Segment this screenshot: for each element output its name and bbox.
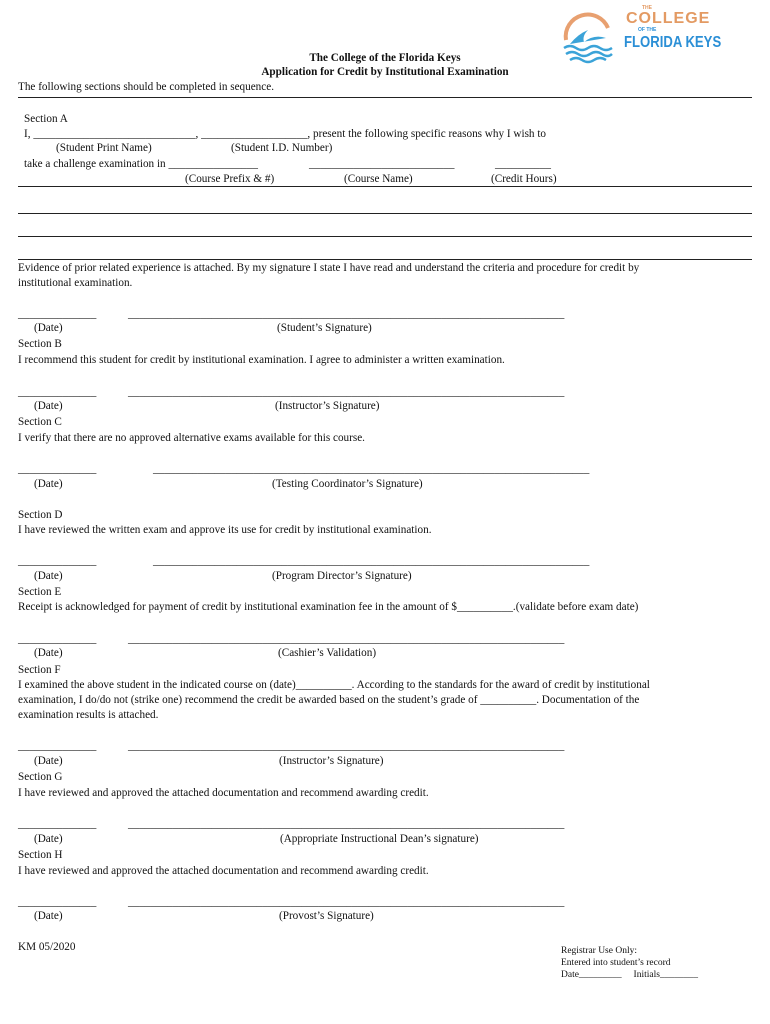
label-course-name: (Course Name): [344, 173, 413, 185]
section-h-signature-line[interactable]: ______________________________________________________________________________: [128, 896, 565, 908]
section-g-text: I have reviewed and approved the attached documentation and recommend awarding credit.: [18, 787, 429, 799]
reason-line-1[interactable]: [18, 186, 752, 187]
registrar-entered: Entered into student’s record: [561, 958, 671, 968]
section-d-signature-label: (Program Director’s Signature): [272, 570, 412, 582]
reason-line-4[interactable]: [18, 259, 752, 260]
section-a-signature-label: (Student’s Signature): [277, 322, 372, 334]
section-g-date-label: (Date): [34, 833, 63, 845]
section-h-heading: Section H: [18, 849, 63, 861]
section-a-date-line[interactable]: ______________: [18, 308, 97, 320]
section-c-text: I verify that there are no approved alternative exams available for this course.: [18, 432, 365, 444]
label-student-print-name: (Student Print Name): [56, 142, 152, 154]
section-e-signature-line[interactable]: ______________________________________________________________________________: [128, 633, 565, 645]
section-f-text-3: examination results is attached.: [18, 709, 159, 721]
section-f-text-1[interactable]: I examined the above student in the indicated course on (date)__________. According to the standards for the award of credit by institutional: [18, 679, 650, 691]
section-g-date-line[interactable]: ______________: [18, 818, 97, 830]
section-h-date-line[interactable]: ______________: [18, 896, 97, 908]
section-a-line2-course[interactable]: __________________________: [309, 158, 455, 170]
section-c-date-line[interactable]: ______________: [18, 463, 97, 475]
evidence-text: Evidence of prior related experience is attached. By my signature I state I have read and understand the criteria and procedure for credit by: [18, 262, 640, 274]
section-b-date-label: (Date): [34, 400, 63, 412]
section-d-signature-line[interactable]: ______________________________________________________________________________: [153, 555, 590, 567]
divider: [18, 97, 752, 98]
section-f-signature-label: (Instructor’s Signature): [279, 755, 384, 767]
section-c-signature-line[interactable]: ______________________________________________________________________________: [153, 463, 590, 475]
logo-line-the: THE: [642, 5, 652, 11]
label-course-prefix: (Course Prefix & #): [185, 173, 275, 185]
section-g-heading: Section G: [18, 771, 63, 783]
section-e-date-label: (Date): [34, 647, 63, 659]
logo-line-of-the: OF THE: [638, 27, 657, 33]
intro-text: The following sections should be completed in sequence.: [18, 81, 275, 93]
section-e-text[interactable]: Receipt is acknowledged for payment of credit by institutional examination fee in the amount of $__________.(validate before exam date): [18, 601, 639, 613]
section-e-date-line[interactable]: ______________: [18, 633, 97, 645]
section-c-signature-label: (Testing Coordinator’s Signature): [272, 478, 423, 490]
section-a-heading: Section A: [24, 113, 68, 125]
section-d-heading: Section D: [18, 509, 63, 521]
form-version: KM 05/2020: [18, 941, 76, 953]
section-a-line2-hours[interactable]: __________: [495, 158, 551, 170]
section-h-text: I have reviewed and approved the attached documentation and recommend awarding credit.: [18, 865, 429, 877]
section-h-signature-label: (Provost’s Signature): [279, 910, 374, 922]
section-a-line1[interactable]: I, _____________________________, ___________________, present the following specific reasons why I wish to: [24, 128, 547, 140]
section-b-text: I recommend this student for credit by institutional examination. I agree to administer a written examination.: [18, 354, 505, 366]
registrar-use-only: Registrar Use Only:: [561, 946, 637, 956]
section-b-date-line[interactable]: ______________: [18, 386, 97, 398]
section-f-text-2[interactable]: examination, I do/do not (strike one) recommend the credit be awarded based on the student’s grade of __________. Documentation of the: [18, 694, 640, 706]
section-b-heading: Section B: [18, 338, 62, 350]
reason-line-3[interactable]: [18, 236, 752, 237]
reason-line-2[interactable]: [18, 213, 752, 214]
section-f-signature-line[interactable]: ______________________________________________________________________________: [128, 740, 565, 752]
section-d-date-label: (Date): [34, 570, 63, 582]
section-f-date-line[interactable]: ______________: [18, 740, 97, 752]
section-h-date-label: (Date): [34, 910, 63, 922]
form-title: The College of the Florida Keys: [309, 52, 461, 64]
section-e-heading: Section E: [18, 586, 62, 598]
section-f-heading: Section F: [18, 664, 61, 676]
logo-line-florida-keys: FLORIDA KEYS: [624, 34, 722, 51]
section-f-date-label: (Date): [34, 755, 63, 767]
form-subtitle: Application for Credit by Institutional Examination: [261, 66, 509, 78]
section-b-signature-label: (Instructor’s Signature): [275, 400, 380, 412]
section-g-signature-label: (Appropriate Instructional Dean’s signature): [280, 833, 479, 845]
logo-line-college: COLLEGE: [626, 10, 711, 27]
section-e-signature-label: (Cashier’s Validation): [278, 647, 377, 659]
section-d-date-line[interactable]: ______________: [18, 555, 97, 567]
section-a-line2-prefix[interactable]: take a challenge examination in ________________: [24, 158, 258, 170]
evidence-text-2: institutional examination.: [18, 277, 133, 289]
registrar-date-initials[interactable]: Date_________ Initials________: [561, 970, 698, 980]
section-b-signature-line[interactable]: ______________________________________________________________________________: [128, 386, 565, 398]
section-a-signature-line[interactable]: ______________________________________________________________________________: [128, 308, 565, 320]
section-a-date-label: (Date): [34, 322, 63, 334]
label-credit-hours: (Credit Hours): [491, 173, 557, 185]
section-d-text: I have reviewed the written exam and approve its use for credit by institutional examination.: [18, 524, 432, 536]
section-g-signature-line[interactable]: ______________________________________________________________________________: [128, 818, 565, 830]
section-c-date-label: (Date): [34, 478, 63, 490]
section-c-heading: Section C: [18, 416, 62, 428]
label-student-id: (Student I.D. Number): [231, 142, 333, 154]
